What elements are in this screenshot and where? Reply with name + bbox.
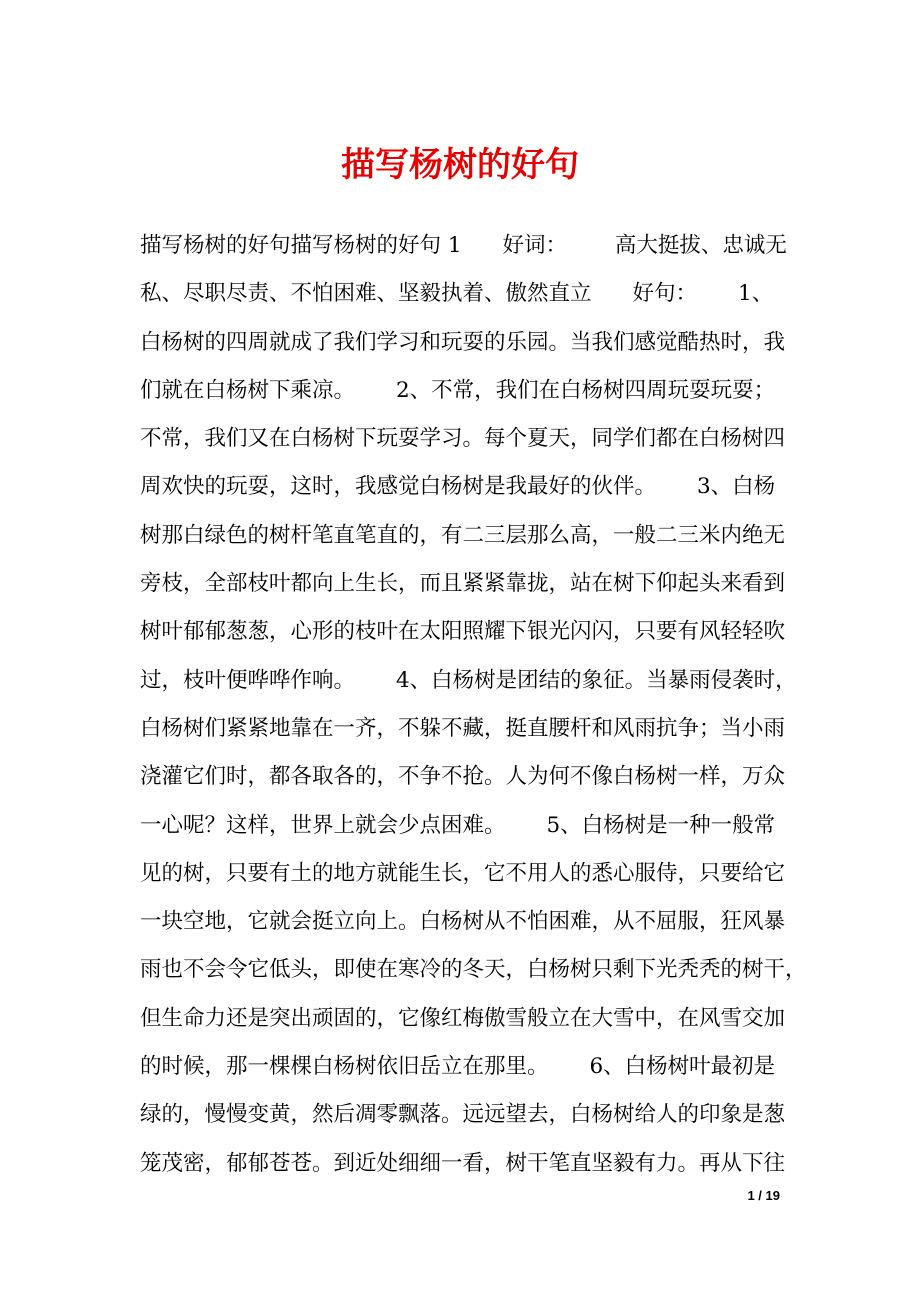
text-line: 白杨树的四周就成了我们学习和玩耍的乐园。当我们感觉酷热时，我 (140, 329, 786, 355)
text-line: 浇灌它们时，都各取各的，不争不抢。人为何不像白杨树一样，万众 (140, 764, 786, 790)
text-line: 不常，我们又在白杨树下玩耍学习。每个夏天，同学们都在白杨树四 (140, 426, 786, 452)
text-line: 们就在白杨树下乘凉。 2、不常，我们在白杨树四周玩耍玩耍； (140, 377, 776, 403)
text-line: 白杨树们紧紧地靠在一齐，不躲不藏，挺直腰杆和风雨抗争；当小雨 (140, 715, 786, 741)
text-line: 的时候，那一棵棵白杨树依旧岳立在那里。 6、白杨树叶最初是 (140, 1054, 776, 1080)
page-number: 1 / 19 (747, 1188, 780, 1203)
text-line: 雨也不会令它低头，即使在寒冷的冬天，白杨树只剩下光秃秃的树干， (140, 957, 807, 983)
document-title: 描写杨树的好句 (341, 145, 579, 185)
text-line: 树那白绿色的树杆笔直笔直的，有二三层那么高，一般二三米内绝无 (140, 522, 786, 548)
text-line: 一心呢？这样，世界上就会少点困难。 5、白杨树是一种一般常 (140, 812, 776, 838)
text-line: 但生命力还是突出顽固的，它像红梅傲雪般立在大雪中，在风雪交加 (140, 1005, 786, 1031)
text-line: 过，枝叶便哗哗作响。 4、白杨树是团结的象征。当暴雨侵袭时， (140, 667, 797, 693)
text-line: 私、尽职尽责、不怕困难、坚毅执着、傲然直立 好句： 1、 (140, 281, 774, 307)
text-line: 周欢快的玩耍，这时，我感觉白杨树是我最好的伙伴。 3、白杨 (140, 474, 776, 500)
text-line: 描写杨树的好句描写杨树的好句 1 好词： 高大挺拔、忠诚无 (140, 233, 787, 258)
text-line: 见的树，只要有土的地方就能生长，它不用人的悉心服侍，只要给它 (140, 860, 786, 886)
document-body (140, 222, 807, 1188)
text-line: 绿的，慢慢变黄，然后凋零飘落。远远望去，白杨树给人的印象是葱 (140, 1102, 786, 1128)
text-line: 旁枝，全部枝叶都向上生长，而且紧紧靠拢，站在树下仰起头来看到 (140, 571, 786, 597)
text-line: 笼茂密，郁郁苍苍。到近处细细一看，树干笔直坚毅有力。再从下往 (140, 1150, 786, 1176)
text-line: 树叶郁郁葱葱，心形的枝叶在太阳照耀下银光闪闪，只要有风轻轻吹 (140, 619, 786, 645)
text-line: 一块空地，它就会挺立向上。白杨树从不怕困难，从不屈服，狂风暴 (140, 909, 786, 935)
